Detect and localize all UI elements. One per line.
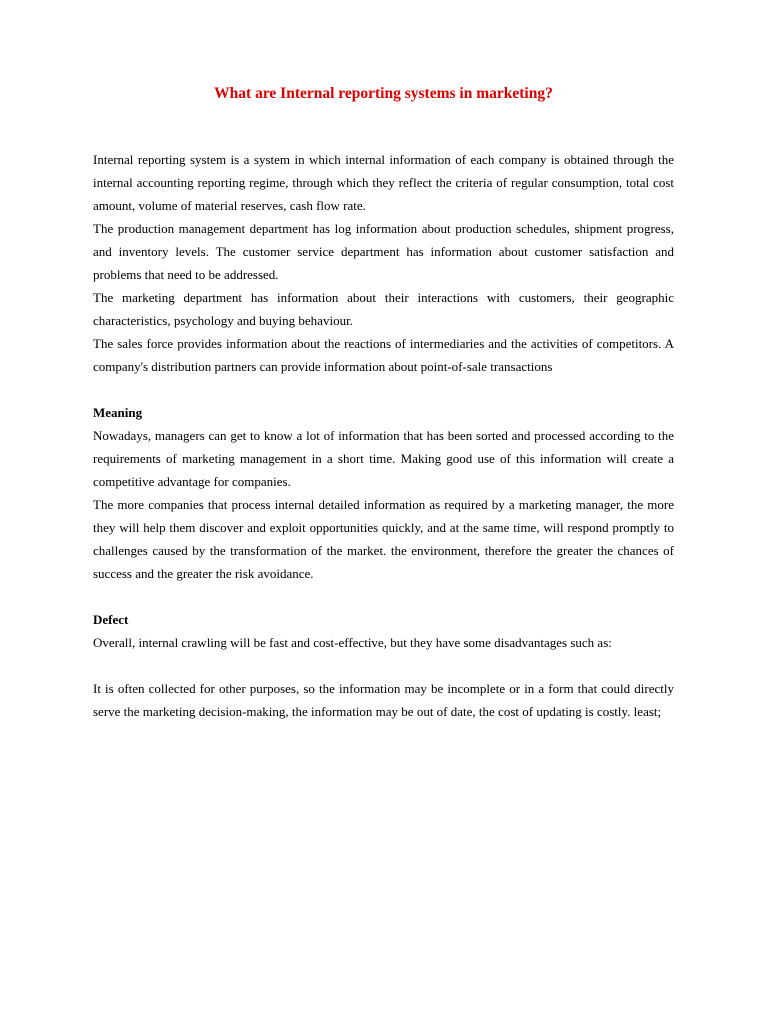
intro-paragraph: The production management department has log information about production schedules, shipment progress, and inventory levels. The customer service department has information about customer satisfaction and problems that need to be addressed. [93,221,674,282]
intro-paragraph: Internal reporting system is a system in which internal information of each company is obtained through the internal accounting reporting regime, through which they reflect the criteria of regular consumption, total cost amount, volume of material reserves, cash flow rate. [93,152,674,213]
spacer [93,585,674,608]
intro-paragraph: The marketing department has information about their interactions with customers, their geographic characteristics, psychology and buying behaviour. [93,290,674,328]
defect-detail: It is often collected for other purposes, so the information may be incomplete or in a form that could directly serve the marketing decision-making, the information may be out of date, the cost of updating is costly. least; [93,681,674,719]
meaning-paragraph: Nowadays, managers can get to know a lot of information that has been sorted and processed according to the requirements of marketing management in a short time. Making good use of this information will create a competitive advantage for companies. [93,428,674,489]
meaning-heading: Meaning [93,405,143,420]
spacer [93,378,674,401]
defect-intro: Overall, internal crawling will be fast and cost-effective, but they have some disadvantages such as: [93,635,612,650]
document-title: What are Internal reporting systems in marketing? [214,85,553,102]
defect-heading: Defect [93,612,129,627]
intro-paragraph: The sales force provides information about the reactions of intermediaries and the activities of competitors. A company's distribution partners can provide information about point-of-sale transactions [93,336,674,374]
spacer [93,654,674,677]
meaning-paragraph: The more companies that process internal detailed information as required by a marketing manager, the more they will help them discover and exploit opportunities quickly, and at the same time, will respond promptly to challenges caused by the transformation of the market. the environment, therefore the greater the chances of success and the greater the risk avoidance. [93,497,674,581]
document-page [93,84,674,723]
